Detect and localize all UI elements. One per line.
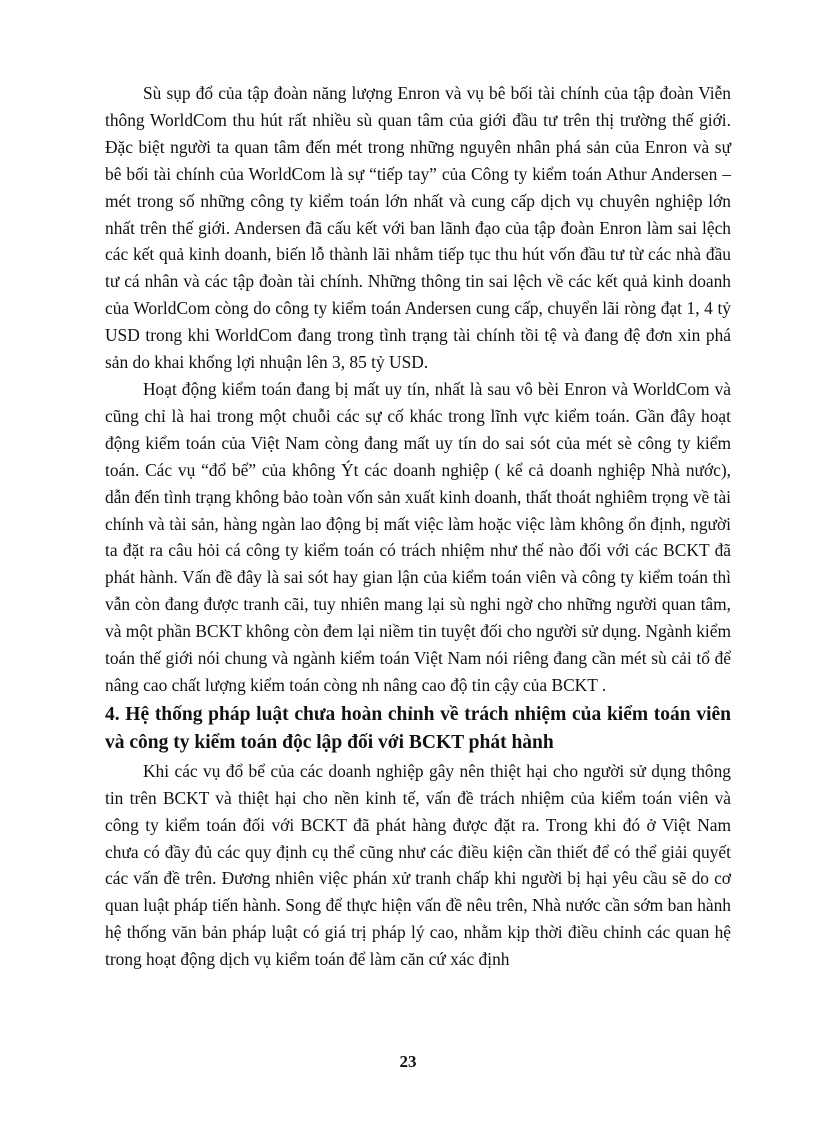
document-page bbox=[105, 80, 731, 973]
page-number: 23 bbox=[399, 1052, 417, 1071]
paragraph-enron-worldcom: Sù sụp đổ của tập đoàn năng lượng Enron và vụ bê bối tài chính của tập đoàn Viễn thông WorldCom thu hút rất nhiều sù quan tâm của giới đầu tư trên thị trường thế giới. Đặc biệt người ta quan tâm đến mét trong những nguyên nhân phá sản của Enron và sự bê bối tài chính của WorldCom là sự “tiếp tay” của Công ty kiểm toán Athur Andersen – mét trong số những công ty kiểm toán lớn nhất và cung cấp dịch vụ chuyên nghiệp lớn nhất trên thế giới. Andersen đã cấu kết với ban lãnh đạo của tập đoàn Enron làm sai lệch các kết quả kinh doanh, biến lỗ thành lãi nhằm tiếp tục thu hút vốn đầu tư từ các nhà đầu tư cá nhân và các tập đoàn tài chính. Những thông tin sai lệch về các kết quả kinh doanh của WorldCom còng do công ty kiểm toán Andersen cung cấp, chuyển lãi ròng đạt 1, 4 tỷ USD trong khi WorldCom đang trong tình trạng tài chính tồi tệ và đang đệ đơn xin phá sản do khai khống lợi nhuận lên 3, 85 tỷ USD. bbox=[105, 83, 731, 373]
paragraph-legal-responsibility: Khi các vụ đổ bể của các doanh nghiệp gây nên thiệt hại cho người sử dụng thông tin trên BCKT và thiệt hại cho nền kinh tế, vấn đề trách nhiệm của kiểm toán viên và công ty kiểm toán đối với BCKT đã phát hàng được đặt ra. Trong khi đó ở Việt Nam chưa có đầy đủ các quy định cụ thể cũng như các điều kiện cần thiết để có thể giải quyết các vấn đề trên. Đương nhiên việc phán xử tranh chấp khi người bị hại yêu cầu sẽ do cơ quan luật pháp tiến hành. Song để thực hiện vấn đề nêu trên, Nhà nước cần sớm ban hành hệ thống văn bản pháp luật có giá trị pháp lý cao, nhằm kịp thời điều chỉnh các quan hệ trong hoạt động dịch vụ kiểm toán để làm căn cứ xác định bbox=[105, 760, 731, 970]
paragraph-audit-reputation: Hoạt động kiểm toán đang bị mất uy tín, nhất là sau vô bèi Enron và WorldCom và cũng chỉ là hai trong một chuỗi các sự cố khác trong lĩnh vực kiểm toán. Gần đây hoạt động kiểm toán của Việt Nam còng đang mất uy tín do sai sót của mét sè công ty kiểm toán. Các vụ “đổ bể” của không Ýt các doanh nghiệp ( kể cả doanh nghiệp Nhà nước), dẫn đến tình trạng không bảo toàn vốn sản xuất kinh doanh, thất thoát nghiêm trọng về tài chính và tài sản, hàng ngàn lao động bị mất việc làm hoặc việc làm không ổn định, người ta đặt ra câu hỏi cá công ty kiểm toán có trách nhiệm như thế nào đối với các BCKT đã phát hành. Vấn đề đây là sai sót hay gian lận của kiểm toán viên và công ty kiểm toán thì vẫn còn đang được tranh cãi, tuy nhiên mang lại sù nghi ngờ cho những người quan tâm, và một phần BCKT không còn đem lại niềm tin tuyệt đối cho người sử dụng. Ngành kiểm toán thế giới nói chung và ngành kiểm toán Việt Nam nói riêng đang cần mét sù cải tổ để nâng cao chất lượng kiểm toán còng nh nâng cao độ tin cậy của BCKT . bbox=[105, 378, 731, 695]
section-heading: 4. Hệ thống pháp luật chưa hoàn chỉnh về trách nhiệm của kiểm toán viên và công ty kiểm toán độc lập đối với BCKT phát hành bbox=[105, 703, 731, 753]
